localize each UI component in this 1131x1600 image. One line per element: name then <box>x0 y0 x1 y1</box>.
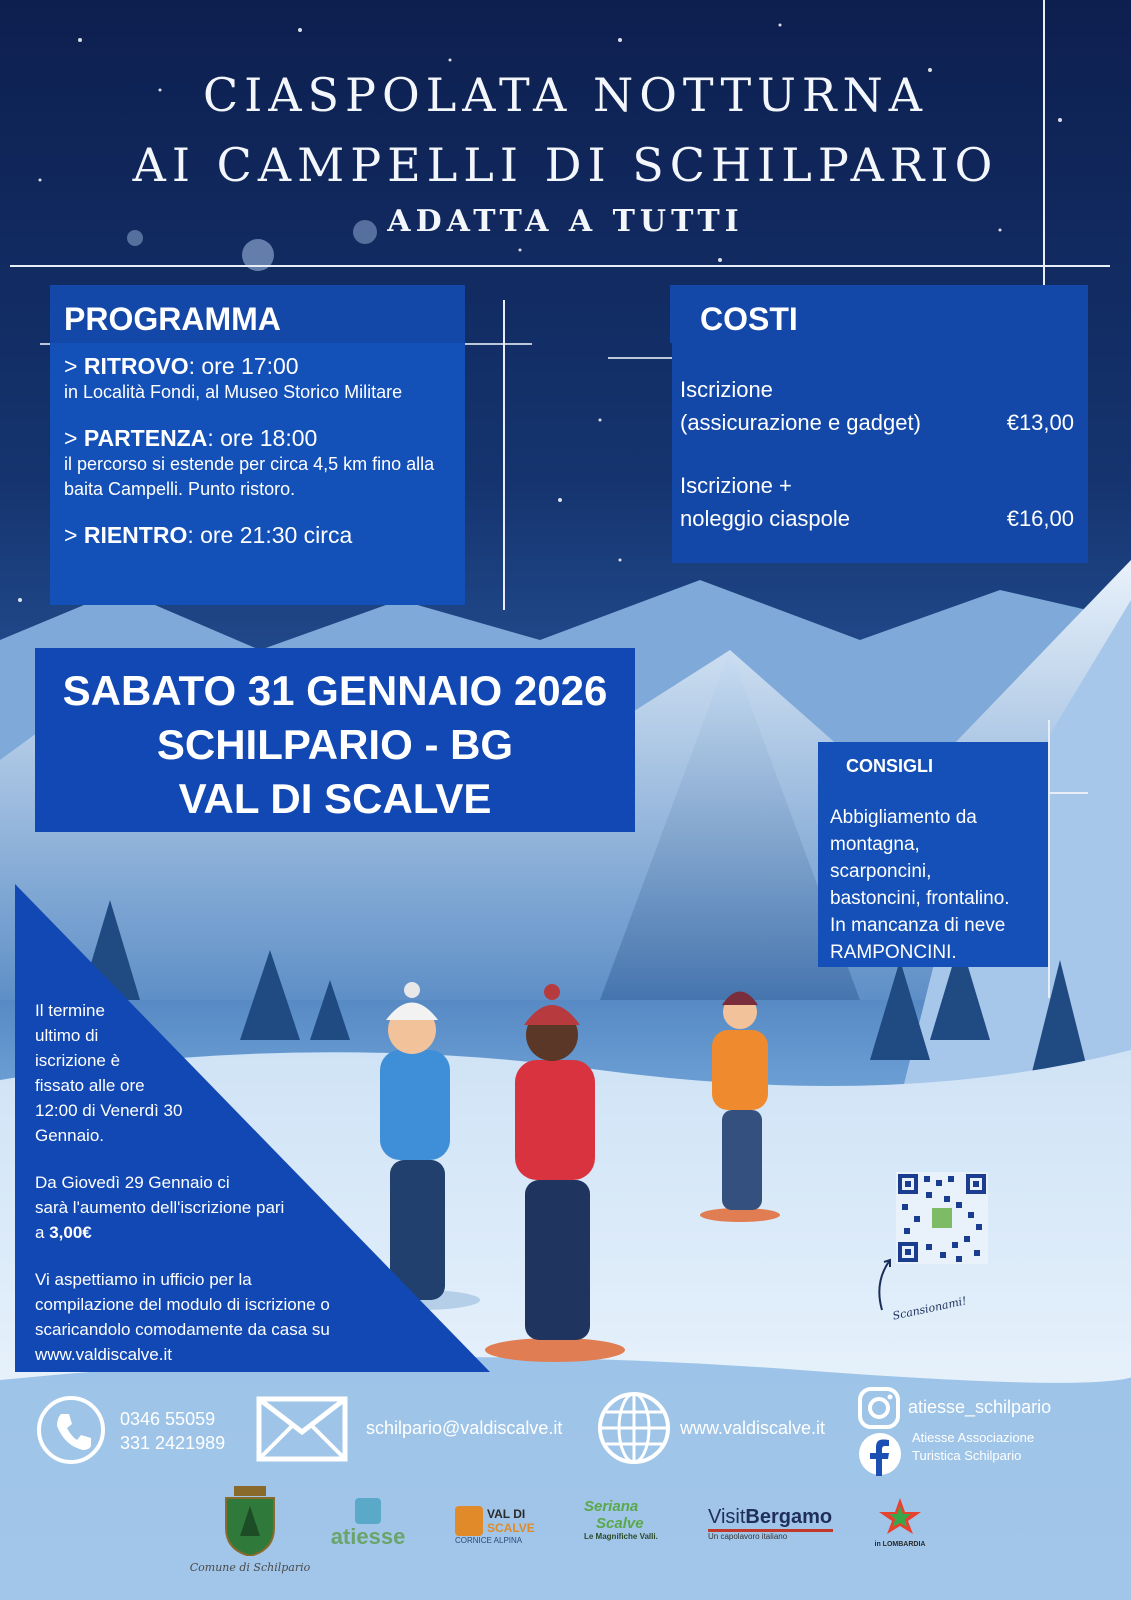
cost-2-line-1: Iscrizione + <box>680 473 792 498</box>
atiesse-logo <box>328 1498 408 1550</box>
atiesse-label: atiesse <box>330 1524 406 1549</box>
deadline-line: 12:00 di Venerdì 30 <box>35 1101 183 1120</box>
comune-label: Comune di Schilpario <box>189 1561 311 1574</box>
office-line: compilazione del modulo di iscrizione o <box>35 1295 330 1314</box>
event-place: SCHILPARIO - BG <box>156 721 514 768</box>
phone-2[interactable]: 331 2421989 <box>120 1433 226 1453</box>
deadline-line: fissato alle ore <box>35 1076 145 1095</box>
val-di-scalve-line-2: SCALVE <box>487 1521 535 1535</box>
subtitle: ADATTA A TUTTI <box>387 204 744 239</box>
deadline-line: Il termine <box>35 1001 105 1020</box>
increase-amount: 3,00€ <box>49 1223 92 1242</box>
consigli-panel <box>818 792 1048 967</box>
price-increase-block <box>35 1170 355 1245</box>
event-valley: VAL DI SCALVE <box>178 775 492 822</box>
website-link[interactable]: www.valdiscalve.it <box>680 1418 826 1438</box>
deadline-info <box>35 998 355 1367</box>
costi-panel <box>672 343 1088 563</box>
office-line: scaricandolo comodamente da casa su <box>35 1320 330 1339</box>
lombardia-star-icon <box>875 1496 925 1536</box>
phone-1[interactable]: 0346 55059 <box>120 1409 216 1429</box>
seriana-scalve-logo <box>584 1498 676 1541</box>
globe-icon[interactable] <box>596 1390 672 1466</box>
consigli-vertical-line <box>1048 720 1050 998</box>
deadline-line: Gennaio. <box>35 1126 104 1145</box>
rientro-time: : ore 21:30 circa <box>187 522 353 548</box>
consigli-line: RAMPONCINI. <box>830 942 957 963</box>
ritrovo-line: > RITROVO: ore 17:00 <box>64 353 299 379</box>
envelope-icon[interactable] <box>256 1396 348 1462</box>
event-date: SABATO 31 GENNAIO 2026 <box>62 667 608 714</box>
val-di-scalve-icon <box>455 1506 483 1536</box>
increase-line: a 3,00€ <box>35 1223 92 1242</box>
comune-schilpario-logo <box>185 1486 315 1574</box>
in-lombardia-logo <box>870 1496 930 1548</box>
scan-me-label: Scansionami! <box>891 1294 968 1323</box>
increase-line: sarà l'aumento dell'iscrizione pari <box>35 1198 285 1217</box>
facebook-name-2[interactable]: Turistica Schilpario <box>912 1448 1022 1463</box>
programma-heading: PROGRAMMA <box>50 285 465 343</box>
visit-label: Visit <box>708 1506 746 1528</box>
deadline-block <box>35 998 355 1148</box>
event-date-box <box>35 648 635 832</box>
cost-1-line-1: Iscrizione <box>680 377 773 402</box>
partenza-time: : ore 18:00 <box>207 425 318 451</box>
partenza-label: PARTENZA <box>83 425 208 451</box>
cost-row-2 <box>680 469 1074 535</box>
partenza-line: > PARTENZA: ore 18:00 <box>64 425 318 451</box>
office-info-block <box>35 1267 355 1367</box>
cost-1-line-2: (assicurazione e gadget) <box>680 410 921 435</box>
instagram-icon[interactable] <box>857 1386 901 1430</box>
phone-icon[interactable] <box>35 1394 107 1466</box>
visit-bergamo-tagline: Un capolavoro italiano <box>708 1532 788 1541</box>
coat-of-arms-icon <box>220 1486 280 1556</box>
ritrovo-label: RITROVO <box>83 353 189 379</box>
val-di-scalve-line-3: CORNICE ALPINA <box>455 1536 523 1545</box>
partenza-detail: il percorso si estende per circa 4,5 km fino alla baita Campelli. Punto ristoro. <box>64 454 435 499</box>
office-website-link[interactable]: www.valdiscalve.it <box>35 1345 172 1364</box>
seriana-line-3: Le Magnifiche Valli. <box>584 1532 658 1541</box>
cost-2-line-2: noleggio ciaspole <box>680 506 851 531</box>
ritrovo-time: : ore 17:00 <box>188 353 299 379</box>
consigli-line: scarponcini, <box>830 861 932 882</box>
lombardia-label: in LOMBARDIA <box>874 1541 926 1548</box>
cost-1-price: €13,00 <box>1006 410 1074 435</box>
office-line: Vi aspettiamo in ufficio per la <box>35 1270 252 1289</box>
val-di-scalve-logo <box>455 1506 545 1545</box>
cost-2-price: €16,00 <box>1006 506 1074 531</box>
programma-panel <box>50 343 465 605</box>
bergamo-label: Bergamo <box>745 1506 833 1528</box>
qr-code[interactable] <box>896 1172 988 1264</box>
val-di-scalve-line-1: VAL DI <box>487 1507 526 1521</box>
costi-heading: COSTI <box>670 285 1088 343</box>
instagram-handle[interactable]: atiesse_schilpario <box>908 1397 1052 1417</box>
consigli-line: Abbigliamento da <box>830 807 977 828</box>
rientro-line: > RIENTRO: ore 21:30 circa <box>64 522 353 548</box>
consigli-line: In mancanza di neve <box>830 915 1006 936</box>
cost-row-1 <box>680 373 1074 439</box>
seriana-line-1: Seriana <box>584 1498 639 1515</box>
consigli-heading: CONSIGLI <box>818 742 1048 792</box>
consigli-line: montagna, <box>830 834 920 855</box>
email-link[interactable]: schilpario@valdiscalve.it <box>366 1418 563 1438</box>
title-line-2: AI CAMPELLI DI SCHILPARIO <box>132 138 999 192</box>
center-vertical-line <box>503 300 505 610</box>
curved-arrow-icon <box>872 1252 902 1312</box>
deadline-line: ultimo di <box>35 1026 99 1045</box>
title-line-1: CIASPOLATA NOTTURNA <box>202 68 929 122</box>
facebook-name-1[interactable]: Atiesse Associazione <box>912 1430 1035 1445</box>
ritrovo-detail: in Località Fondi, al Museo Storico Militare <box>64 382 403 402</box>
seriana-line-2: Scalve <box>596 1515 644 1532</box>
visit-bergamo-logo <box>708 1506 838 1541</box>
increase-line: Da Giovedì 29 Gennaio ci <box>35 1173 230 1192</box>
rientro-label: RIENTRO <box>83 522 188 548</box>
atiesse-icon <box>355 1498 381 1524</box>
top-divider-line <box>10 265 1110 267</box>
facebook-icon[interactable] <box>858 1432 902 1476</box>
deadline-line: iscrizione è <box>35 1051 121 1070</box>
consigli-line: bastoncini, frontalino. <box>830 888 1010 909</box>
